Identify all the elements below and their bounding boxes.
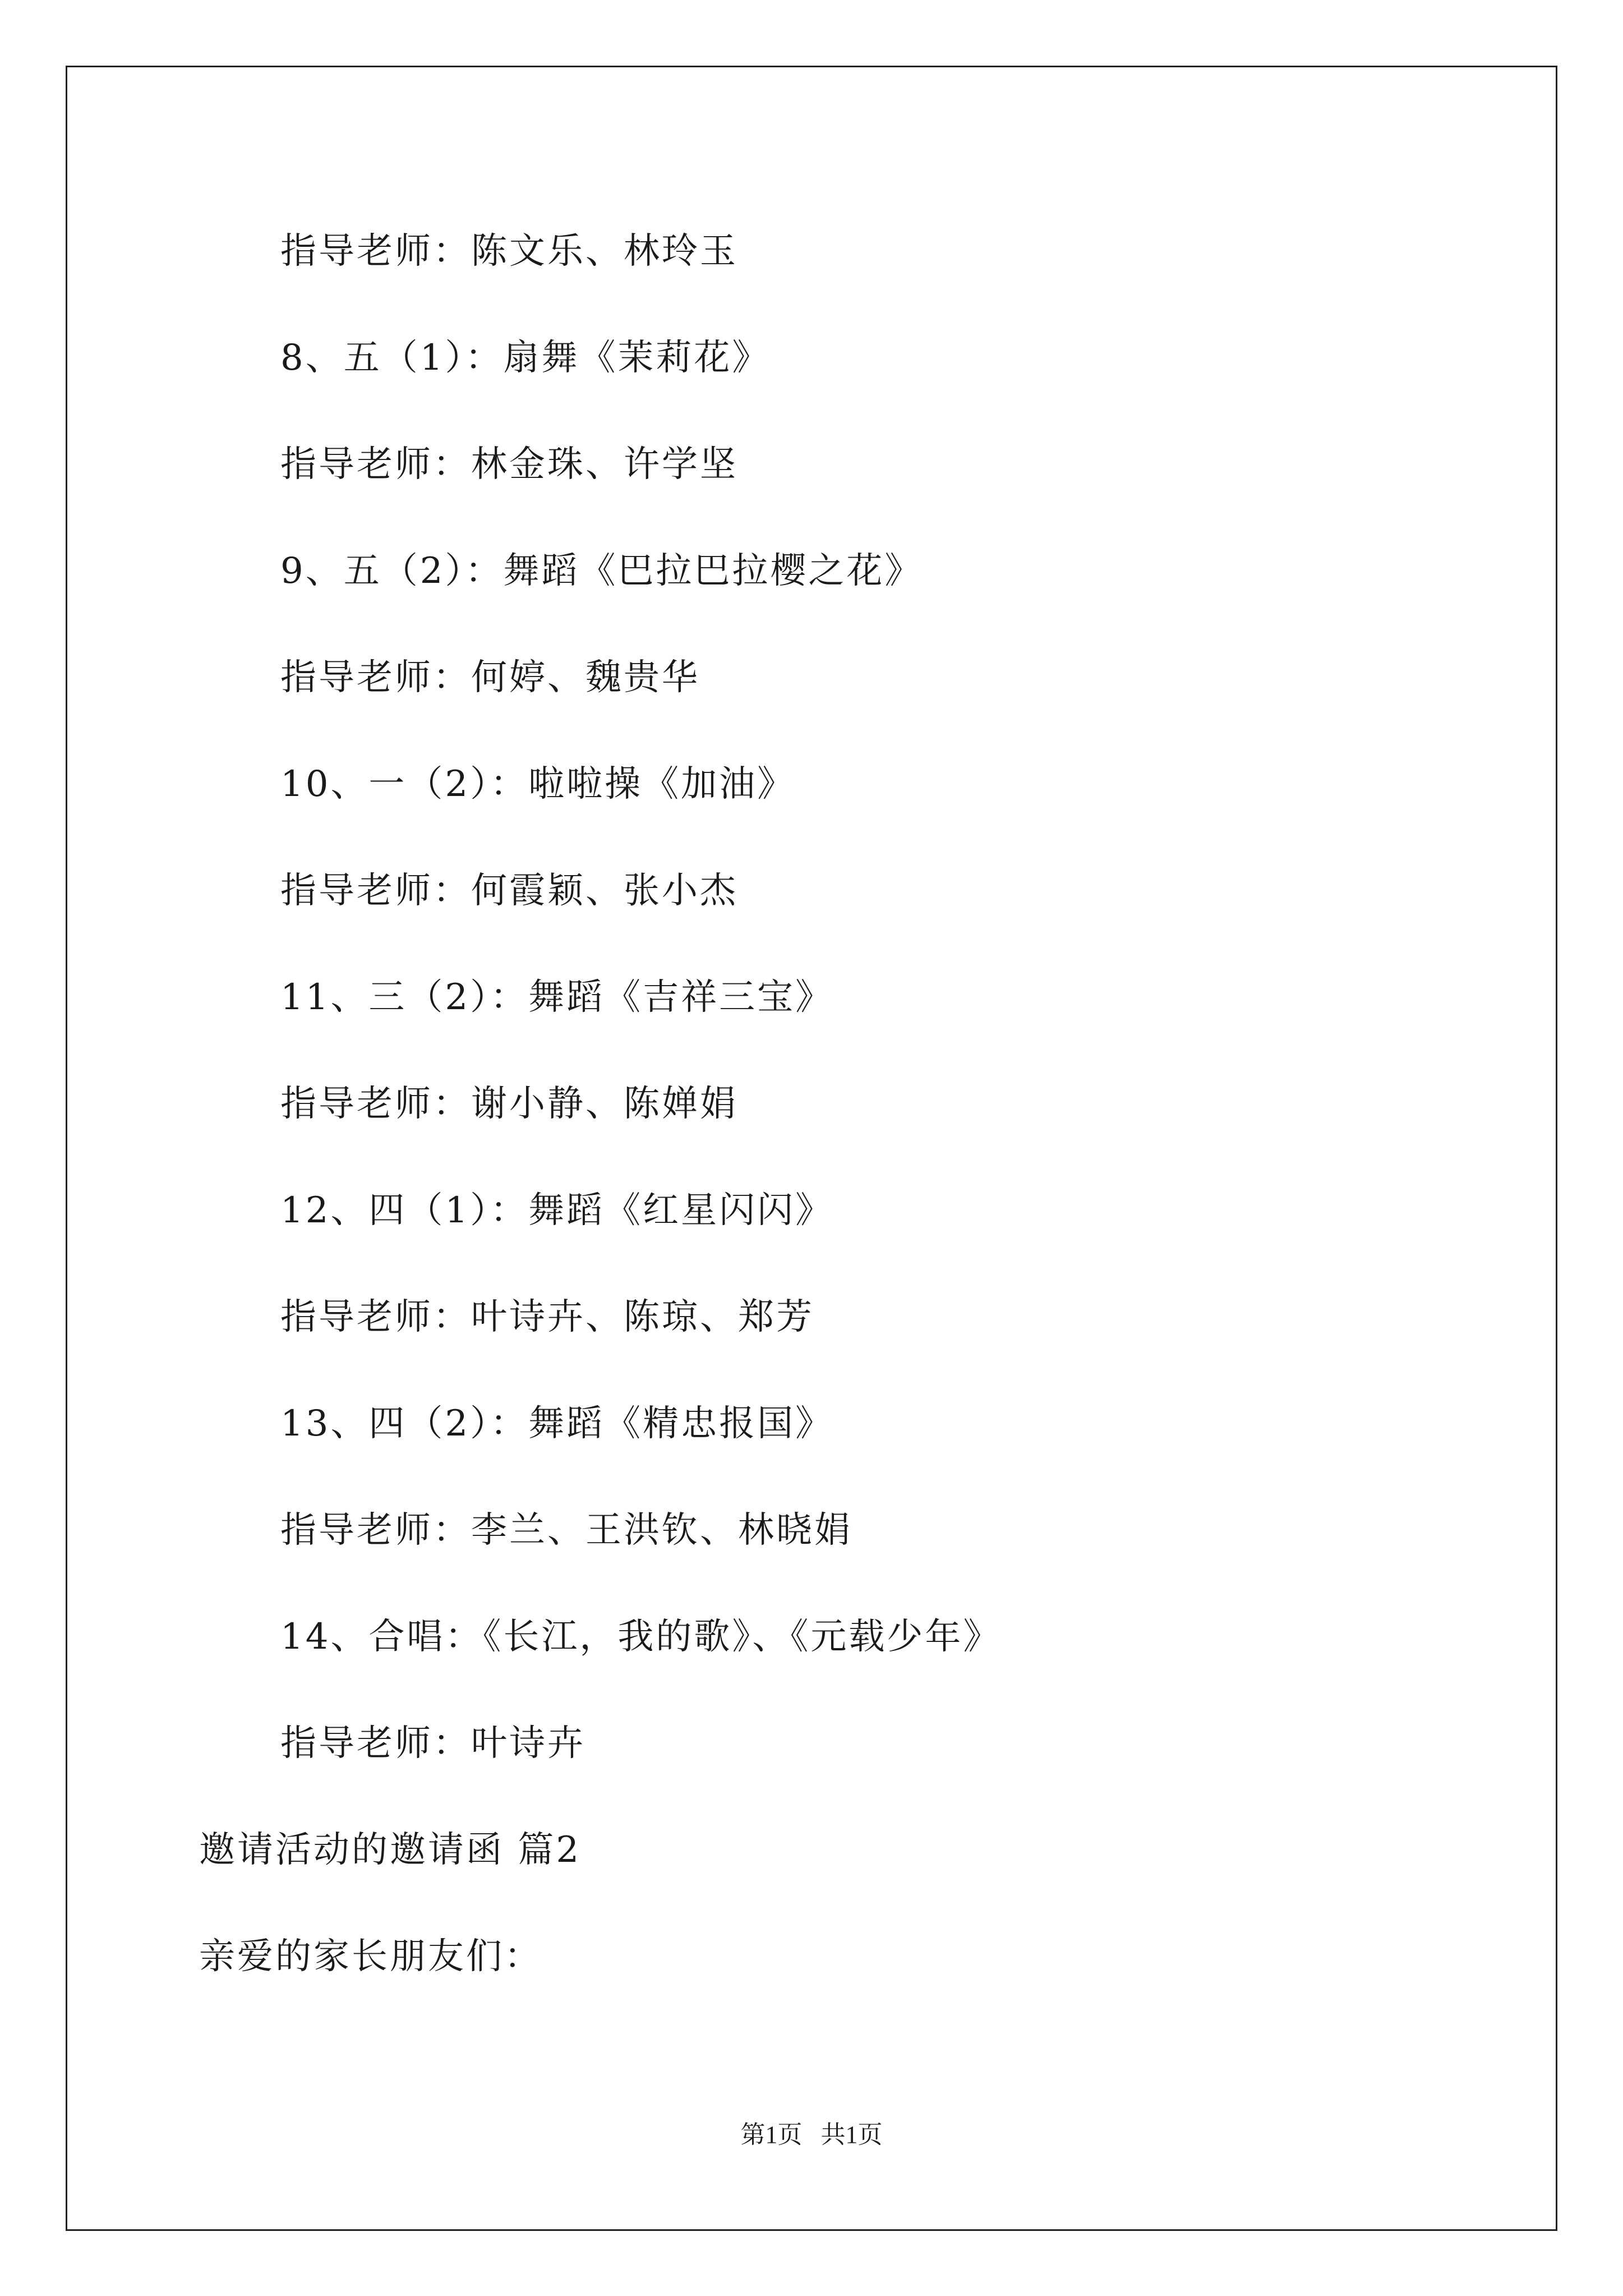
greeting: 亲爱的家长朋友们： <box>199 1936 542 1977</box>
program-item: 8、五（1）：扇舞《茉莉花》 <box>280 337 771 379</box>
teacher-line: 指导老师：叶诗卉 <box>280 1723 585 1764</box>
program-item: 10、一（2）：啦啦操《加油》 <box>280 763 796 805</box>
program-item: 12、四（1）：舞蹈《红星闪闪》 <box>280 1190 834 1231</box>
program-item: 11、三（2）：舞蹈《吉祥三宝》 <box>280 977 834 1018</box>
page-border <box>66 66 1557 2231</box>
teacher-line: 指导老师：陈文乐、林玲玉 <box>280 231 738 272</box>
program-item: 9、五（2）：舞蹈《巴拉巴拉樱之花》 <box>280 550 923 592</box>
teacher-line: 指导老师：谢小静、陈婵娟 <box>280 1083 738 1125</box>
teacher-line: 指导老师：何霞颖、张小杰 <box>280 870 738 912</box>
teacher-line: 指导老师：林金珠、许学坚 <box>280 444 738 485</box>
teacher-line: 指导老师：叶诗卉、陈琼、郑芳 <box>280 1296 814 1338</box>
teacher-line: 指导老师：何婷、魏贵华 <box>280 657 700 698</box>
teacher-line: 指导老师：李兰、王洪钦、林晓娟 <box>280 1510 852 1551</box>
program-item: 13、四（2）：舞蹈《精忠报国》 <box>280 1403 834 1444</box>
program-item: 14、合唱：《长江，我的歌》、《元载少年》 <box>280 1616 1002 1658</box>
section-heading: 邀请活动的邀请函 篇2 <box>199 1829 582 1871</box>
page-footer: 第1页 共1页 <box>740 2121 883 2148</box>
